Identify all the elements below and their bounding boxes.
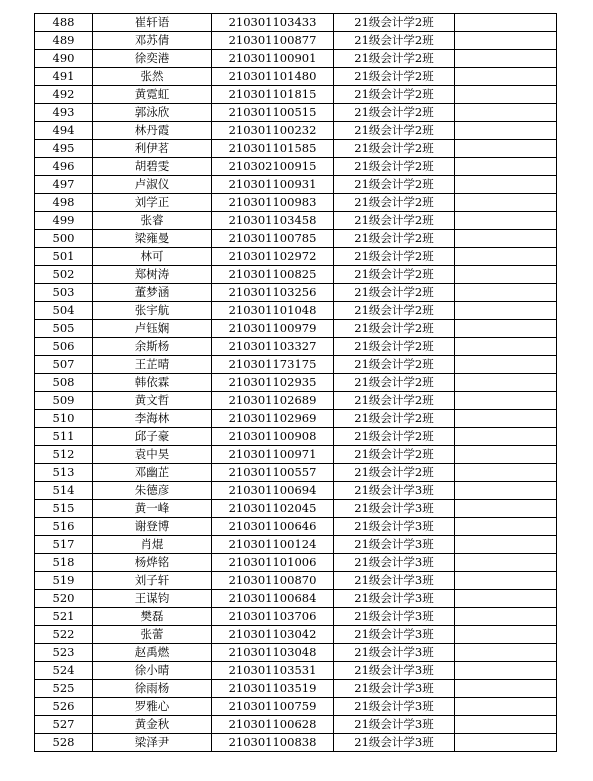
student-name-cell: 樊磊 <box>93 608 212 626</box>
student-name-cell: 肖焜 <box>93 536 212 554</box>
empty-cell <box>455 374 557 392</box>
row-number-cell: 519 <box>35 572 93 590</box>
table-row <box>35 320 557 338</box>
student-name-cell: 郑树涛 <box>93 266 212 284</box>
empty-cell <box>455 716 557 734</box>
table-row <box>35 680 557 698</box>
table-row <box>35 266 557 284</box>
table-row <box>35 698 557 716</box>
class-name-cell: 21级会计学2班 <box>334 248 455 266</box>
student-id-cell: 210301103519 <box>212 680 334 698</box>
row-number-cell: 507 <box>35 356 93 374</box>
student-id-cell: 210301100557 <box>212 464 334 482</box>
row-number-cell: 503 <box>35 284 93 302</box>
empty-cell <box>455 338 557 356</box>
empty-cell <box>455 626 557 644</box>
class-name-cell: 21级会计学2班 <box>334 68 455 86</box>
empty-cell <box>455 104 557 122</box>
empty-cell <box>455 446 557 464</box>
empty-cell <box>455 86 557 104</box>
empty-cell <box>455 68 557 86</box>
student-id-cell: 210301102045 <box>212 500 334 518</box>
student-id-cell: 210301103531 <box>212 662 334 680</box>
row-number-cell: 516 <box>35 518 93 536</box>
student-roster-table <box>34 13 557 752</box>
empty-cell <box>455 302 557 320</box>
student-name-cell: 李海林 <box>93 410 212 428</box>
class-name-cell: 21级会计学3班 <box>334 608 455 626</box>
class-name-cell: 21级会计学2班 <box>334 338 455 356</box>
student-name-cell: 刘学正 <box>93 194 212 212</box>
student-id-cell: 210301100124 <box>212 536 334 554</box>
empty-cell <box>455 14 557 32</box>
table-row <box>35 68 557 86</box>
student-id-cell: 210301173175 <box>212 356 334 374</box>
empty-cell <box>455 248 557 266</box>
row-number-cell: 492 <box>35 86 93 104</box>
row-number-cell: 512 <box>35 446 93 464</box>
student-id-cell: 210301100628 <box>212 716 334 734</box>
table-row <box>35 500 557 518</box>
class-name-cell: 21级会计学3班 <box>334 626 455 644</box>
row-number-cell: 491 <box>35 68 93 86</box>
row-number-cell: 493 <box>35 104 93 122</box>
class-name-cell: 21级会计学3班 <box>334 572 455 590</box>
student-id-cell: 210301100838 <box>212 734 334 752</box>
row-number-cell: 514 <box>35 482 93 500</box>
row-number-cell: 508 <box>35 374 93 392</box>
row-number-cell: 490 <box>35 50 93 68</box>
student-name-cell: 韩依霖 <box>93 374 212 392</box>
student-id-cell: 210301100684 <box>212 590 334 608</box>
student-name-cell: 王芷晴 <box>93 356 212 374</box>
empty-cell <box>455 266 557 284</box>
empty-cell <box>455 212 557 230</box>
table-row <box>35 590 557 608</box>
student-name-cell: 张睿 <box>93 212 212 230</box>
row-number-cell: 521 <box>35 608 93 626</box>
table-row <box>35 140 557 158</box>
table-row <box>35 194 557 212</box>
row-number-cell: 500 <box>35 230 93 248</box>
student-id-cell: 210301100908 <box>212 428 334 446</box>
class-name-cell: 21级会计学2班 <box>334 194 455 212</box>
empty-cell <box>455 140 557 158</box>
table-row <box>35 176 557 194</box>
empty-cell <box>455 50 557 68</box>
empty-cell <box>455 392 557 410</box>
student-name-cell: 胡碧雯 <box>93 158 212 176</box>
student-name-cell: 黄霓虹 <box>93 86 212 104</box>
student-name-cell: 卢钰娴 <box>93 320 212 338</box>
class-name-cell: 21级会计学2班 <box>334 410 455 428</box>
student-name-cell: 黄金秋 <box>93 716 212 734</box>
class-name-cell: 21级会计学2班 <box>334 446 455 464</box>
row-number-cell: 506 <box>35 338 93 356</box>
row-number-cell: 528 <box>35 734 93 752</box>
table-row <box>35 122 557 140</box>
row-number-cell: 504 <box>35 302 93 320</box>
student-id-cell: 210301102972 <box>212 248 334 266</box>
student-name-cell: 袁中昊 <box>93 446 212 464</box>
table-row <box>35 482 557 500</box>
student-id-cell: 210301100785 <box>212 230 334 248</box>
row-number-cell: 517 <box>35 536 93 554</box>
empty-cell <box>455 320 557 338</box>
row-number-cell: 523 <box>35 644 93 662</box>
empty-cell <box>455 644 557 662</box>
student-id-cell: 210301100877 <box>212 32 334 50</box>
table-row <box>35 518 557 536</box>
table-row <box>35 392 557 410</box>
student-name-cell: 谢登博 <box>93 518 212 536</box>
class-name-cell: 21级会计学2班 <box>334 32 455 50</box>
class-name-cell: 21级会计学2班 <box>334 302 455 320</box>
row-number-cell: 525 <box>35 680 93 698</box>
student-id-cell: 210301100901 <box>212 50 334 68</box>
class-name-cell: 21级会计学3班 <box>334 482 455 500</box>
row-number-cell: 489 <box>35 32 93 50</box>
table-row <box>35 428 557 446</box>
document-page <box>34 13 556 752</box>
table-row <box>35 464 557 482</box>
class-name-cell: 21级会计学2班 <box>334 266 455 284</box>
student-id-cell: 210301102689 <box>212 392 334 410</box>
table-row <box>35 374 557 392</box>
row-number-cell: 522 <box>35 626 93 644</box>
empty-cell <box>455 32 557 50</box>
table-row <box>35 626 557 644</box>
student-id-cell: 210301103433 <box>212 14 334 32</box>
student-name-cell: 邱子豪 <box>93 428 212 446</box>
student-id-cell: 210301101815 <box>212 86 334 104</box>
student-id-cell: 210301100971 <box>212 446 334 464</box>
class-name-cell: 21级会计学2班 <box>334 392 455 410</box>
student-id-cell: 210301100515 <box>212 104 334 122</box>
student-id-cell: 210301103048 <box>212 644 334 662</box>
table-row <box>35 734 557 752</box>
row-number-cell: 495 <box>35 140 93 158</box>
student-name-cell: 梁雍曼 <box>93 230 212 248</box>
student-id-cell: 210301101585 <box>212 140 334 158</box>
row-number-cell: 509 <box>35 392 93 410</box>
class-name-cell: 21级会计学2班 <box>334 14 455 32</box>
class-name-cell: 21级会计学2班 <box>334 284 455 302</box>
class-name-cell: 21级会计学3班 <box>334 680 455 698</box>
student-id-cell: 210301101006 <box>212 554 334 572</box>
class-name-cell: 21级会计学2班 <box>334 464 455 482</box>
table-row <box>35 212 557 230</box>
student-id-cell: 210301100232 <box>212 122 334 140</box>
student-id-cell: 210301101480 <box>212 68 334 86</box>
empty-cell <box>455 194 557 212</box>
row-number-cell: 510 <box>35 410 93 428</box>
student-id-cell: 210301100870 <box>212 572 334 590</box>
empty-cell <box>455 518 557 536</box>
table-row <box>35 338 557 356</box>
empty-cell <box>455 680 557 698</box>
table-row <box>35 248 557 266</box>
student-id-cell: 210301100694 <box>212 482 334 500</box>
row-number-cell: 526 <box>35 698 93 716</box>
row-number-cell: 501 <box>35 248 93 266</box>
empty-cell <box>455 698 557 716</box>
student-name-cell: 赵禹燃 <box>93 644 212 662</box>
empty-cell <box>455 572 557 590</box>
empty-cell <box>455 464 557 482</box>
empty-cell <box>455 608 557 626</box>
empty-cell <box>455 536 557 554</box>
student-name-cell: 黄一峰 <box>93 500 212 518</box>
student-id-cell: 210301102969 <box>212 410 334 428</box>
class-name-cell: 21级会计学3班 <box>334 590 455 608</box>
student-id-cell: 210301103327 <box>212 338 334 356</box>
class-name-cell: 21级会计学2班 <box>334 86 455 104</box>
row-number-cell: 502 <box>35 266 93 284</box>
table-row <box>35 644 557 662</box>
table-row <box>35 230 557 248</box>
student-name-cell: 梁泽尹 <box>93 734 212 752</box>
empty-cell <box>455 356 557 374</box>
empty-cell <box>455 158 557 176</box>
class-name-cell: 21级会计学2班 <box>334 140 455 158</box>
student-name-cell: 罗雅心 <box>93 698 212 716</box>
student-name-cell: 朱德彦 <box>93 482 212 500</box>
student-name-cell: 刘子轩 <box>93 572 212 590</box>
row-number-cell: 505 <box>35 320 93 338</box>
student-name-cell: 邓幽芷 <box>93 464 212 482</box>
row-number-cell: 498 <box>35 194 93 212</box>
roster-body <box>35 14 557 752</box>
empty-cell <box>455 176 557 194</box>
table-row <box>35 50 557 68</box>
table-row <box>35 86 557 104</box>
table-row <box>35 14 557 32</box>
empty-cell <box>455 122 557 140</box>
table-row <box>35 446 557 464</box>
student-id-cell: 210301100646 <box>212 518 334 536</box>
student-name-cell: 张蕾 <box>93 626 212 644</box>
student-id-cell: 210301103706 <box>212 608 334 626</box>
table-row <box>35 716 557 734</box>
class-name-cell: 21级会计学2班 <box>334 428 455 446</box>
student-name-cell: 王谋钧 <box>93 590 212 608</box>
class-name-cell: 21级会计学2班 <box>334 104 455 122</box>
row-number-cell: 496 <box>35 158 93 176</box>
row-number-cell: 527 <box>35 716 93 734</box>
row-number-cell: 499 <box>35 212 93 230</box>
table-row <box>35 608 557 626</box>
class-name-cell: 21级会计学2班 <box>334 356 455 374</box>
student-id-cell: 210302100915 <box>212 158 334 176</box>
student-name-cell: 余斯杨 <box>93 338 212 356</box>
class-name-cell: 21级会计学2班 <box>334 158 455 176</box>
student-id-cell: 210301100825 <box>212 266 334 284</box>
student-name-cell: 利伊茗 <box>93 140 212 158</box>
student-id-cell: 210301103458 <box>212 212 334 230</box>
student-name-cell: 张宇航 <box>93 302 212 320</box>
class-name-cell: 21级会计学2班 <box>334 374 455 392</box>
class-name-cell: 21级会计学3班 <box>334 644 455 662</box>
student-name-cell: 林丹霞 <box>93 122 212 140</box>
row-number-cell: 524 <box>35 662 93 680</box>
table-row <box>35 158 557 176</box>
table-row <box>35 410 557 428</box>
table-row <box>35 662 557 680</box>
student-id-cell: 210301103256 <box>212 284 334 302</box>
table-row <box>35 356 557 374</box>
row-number-cell: 515 <box>35 500 93 518</box>
student-name-cell: 董梦涵 <box>93 284 212 302</box>
student-id-cell: 210301100759 <box>212 698 334 716</box>
student-name-cell: 徐小晴 <box>93 662 212 680</box>
table-row <box>35 536 557 554</box>
table-row <box>35 284 557 302</box>
student-id-cell: 210301100931 <box>212 176 334 194</box>
class-name-cell: 21级会计学2班 <box>334 176 455 194</box>
student-name-cell: 邓苏倩 <box>93 32 212 50</box>
student-name-cell: 杨烨铭 <box>93 554 212 572</box>
student-id-cell: 210301100979 <box>212 320 334 338</box>
empty-cell <box>455 734 557 752</box>
table-row <box>35 554 557 572</box>
class-name-cell: 21级会计学3班 <box>334 698 455 716</box>
empty-cell <box>455 590 557 608</box>
class-name-cell: 21级会计学2班 <box>334 122 455 140</box>
class-name-cell: 21级会计学2班 <box>334 50 455 68</box>
class-name-cell: 21级会计学3班 <box>334 518 455 536</box>
row-number-cell: 513 <box>35 464 93 482</box>
class-name-cell: 21级会计学2班 <box>334 212 455 230</box>
class-name-cell: 21级会计学2班 <box>334 230 455 248</box>
class-name-cell: 21级会计学3班 <box>334 500 455 518</box>
empty-cell <box>455 410 557 428</box>
table-row <box>35 104 557 122</box>
empty-cell <box>455 662 557 680</box>
class-name-cell: 21级会计学3班 <box>334 716 455 734</box>
empty-cell <box>455 554 557 572</box>
class-name-cell: 21级会计学3班 <box>334 554 455 572</box>
row-number-cell: 497 <box>35 176 93 194</box>
class-name-cell: 21级会计学3班 <box>334 734 455 752</box>
empty-cell <box>455 482 557 500</box>
student-name-cell: 黄文哲 <box>93 392 212 410</box>
student-name-cell: 卢淑仪 <box>93 176 212 194</box>
empty-cell <box>455 500 557 518</box>
student-id-cell: 210301103042 <box>212 626 334 644</box>
class-name-cell: 21级会计学3班 <box>334 662 455 680</box>
student-name-cell: 林可 <box>93 248 212 266</box>
row-number-cell: 518 <box>35 554 93 572</box>
table-row <box>35 572 557 590</box>
empty-cell <box>455 230 557 248</box>
row-number-cell: 488 <box>35 14 93 32</box>
table-row <box>35 302 557 320</box>
student-name-cell: 徐奕港 <box>93 50 212 68</box>
empty-cell <box>455 428 557 446</box>
student-id-cell: 210301102935 <box>212 374 334 392</box>
class-name-cell: 21级会计学3班 <box>334 536 455 554</box>
student-name-cell: 张然 <box>93 68 212 86</box>
empty-cell <box>455 284 557 302</box>
row-number-cell: 520 <box>35 590 93 608</box>
student-id-cell: 210301101048 <box>212 302 334 320</box>
class-name-cell: 21级会计学2班 <box>334 320 455 338</box>
table-row <box>35 32 557 50</box>
row-number-cell: 511 <box>35 428 93 446</box>
student-name-cell: 崔轩语 <box>93 14 212 32</box>
student-name-cell: 郭泳欣 <box>93 104 212 122</box>
row-number-cell: 494 <box>35 122 93 140</box>
student-id-cell: 210301100983 <box>212 194 334 212</box>
student-name-cell: 徐雨杨 <box>93 680 212 698</box>
